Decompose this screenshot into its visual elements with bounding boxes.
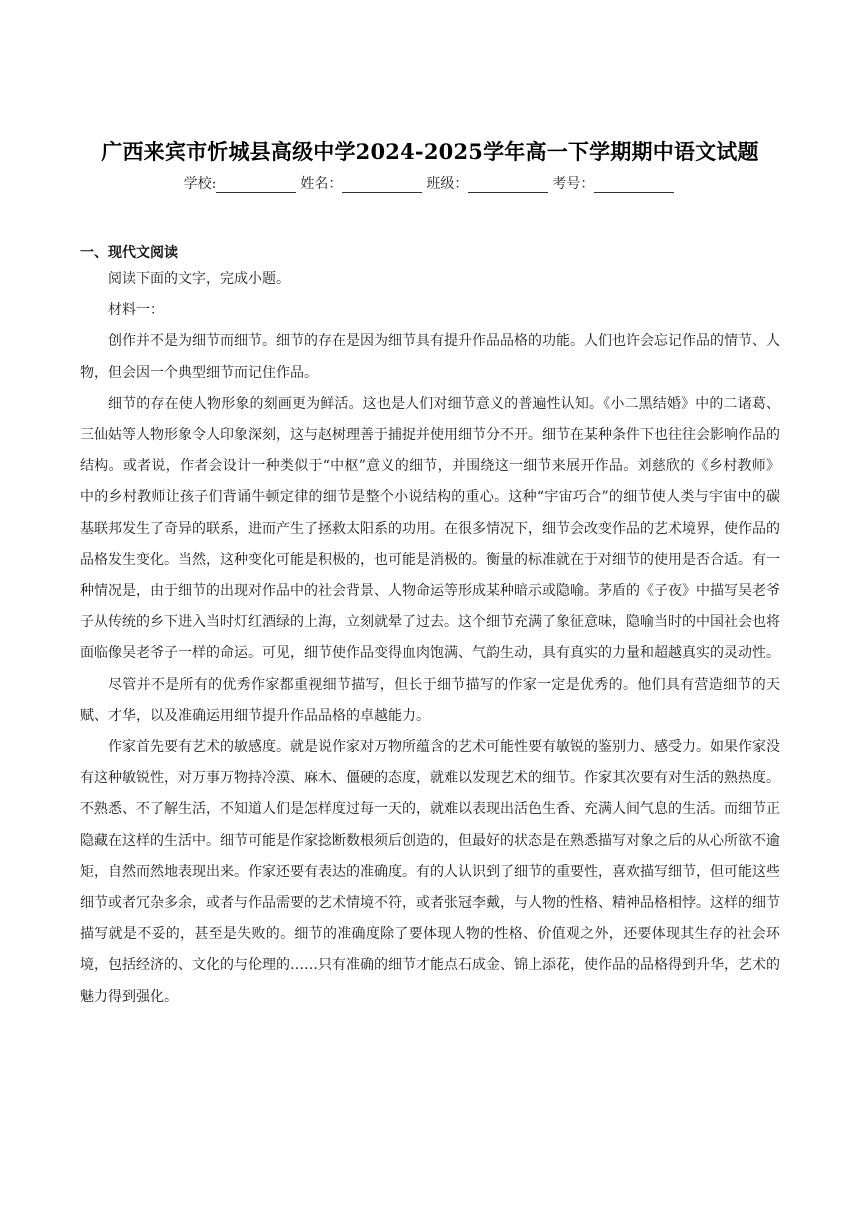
school-field [184,173,299,193]
exam-title: 广西来宾市忻城县高级中学2024-2025学年高一下学期期中语文试题 [101,139,759,164]
class-field [426,173,550,193]
paragraph: 作家首先要有艺术的敏感度。就是说作家对万物所蕴含的艺术可能性要有敏锐的鉴别力、感受力。如果作家没有这种敏锐性，对万事万物持冷漠、麻木、僵硬的态度，就难以发现艺术的细节。作家其次要有对生活的熟热度。不熟悉、不了解生活，不知道人们是怎样度过每一天的，就难以表现出活色生香、充满人间气息的生活。而细节正隐藏在这样的生活中。细节可能是作家捻断数根须后创造的，但最好的状态是在熟悉描写对象之后的从心所欲不逾矩，自然而然地表现出来。作家还要有表达的准确度。有的人认识到了细节的重要性，喜欢描写细节，但可能这些细节或者冗杂多余，或者与作品需要的艺术情境不符，或者张冠李戴，与人物的性格、精神品格相悖。这样的细节描写就是不妥的，甚至是失败的。细节的准确度除了要体现人物的性格、价值观之外，还要体现其生存的社会环境，包括经济的、文化的与伦理的……只有准确的细节才能点石成金、锦上添花，使作品的品格得到升华，艺术的魅力得到强化。 [80,739,780,1005]
name-label: 姓名： [300,176,343,192]
name-blank [342,178,422,193]
exam-number-blank [594,178,674,193]
exam-number-field [552,173,676,193]
passage-body [80,264,780,1013]
paragraph-instruction: 阅读下面的文字，完成小题。 [108,271,290,287]
paragraph-material-label: 材料一： [108,302,164,319]
student-info-line [0,173,860,193]
paragraph: 创作并不是为细节而细节。细节的存在是因为细节具有提升作品品格的功能。人们也许会忘记作品的情节、人物，但会因一个典型细节而记住作品。 [80,333,780,381]
paragraph: 尽管并不是所有的优秀作家都重视细节描写，但长于细节描写的作家一定是优秀的。他们具有营造细节的天赋、才华，以及准确运用细节提升作品品格的卓越能力。 [80,676,780,724]
school-label: 学校: [183,176,217,192]
school-blank [216,178,296,193]
class-label: 班级： [426,176,469,192]
section-heading: 一、现代文阅读 [80,245,178,261]
class-blank [468,178,548,193]
name-field [300,173,424,193]
exam-number-label: 考号： [552,176,595,192]
paragraph: 细节的存在使人物形象的刻画更为鲜活。这也是人们对细节意义的普遍性认知。《小二黑结婚》中的二诸葛、三仙姑等人物形象令人印象深刻，这与赵树理善于捕捉并使用细节分不开。细节在某种条件下也往往会影响作品的结构。或者说，作者会设计一种类似于“中枢”意义的细节，并围绕这一细节来展开作品。刘慈欣的《乡村教师》中的乡村教师让孩子们背诵牛顿定律的细节是整个小说结构的重心。这种“宇宙巧合”的细节使人类与宇宙中的碳基联邦发生了奇异的联系，进而产生了拯救太阳系的功用。在很多情况下，细节会改变作品的艺术境界，使作品的品格发生变化。当然，这种变化可能是积极的，也可能是消极的。衡量的标准就在于对细节的使用是否合适。有一种情况是，由于细节的出现对作品中的社会背景、人物命运等形成某种暗示或隐喻。茅盾的《子夜》中描写吴老爷子从传统的乡下进入当时灯红酒绿的上海，立刻就晕了过去。这个细节充满了象征意味，隐喻当时的中国社会也将面临像吴老爷子一样的命运。可见，细节使作品变得血肉饱满、气韵生动，具有真实的力量和超越真实的灵动性。 [80,395,780,662]
